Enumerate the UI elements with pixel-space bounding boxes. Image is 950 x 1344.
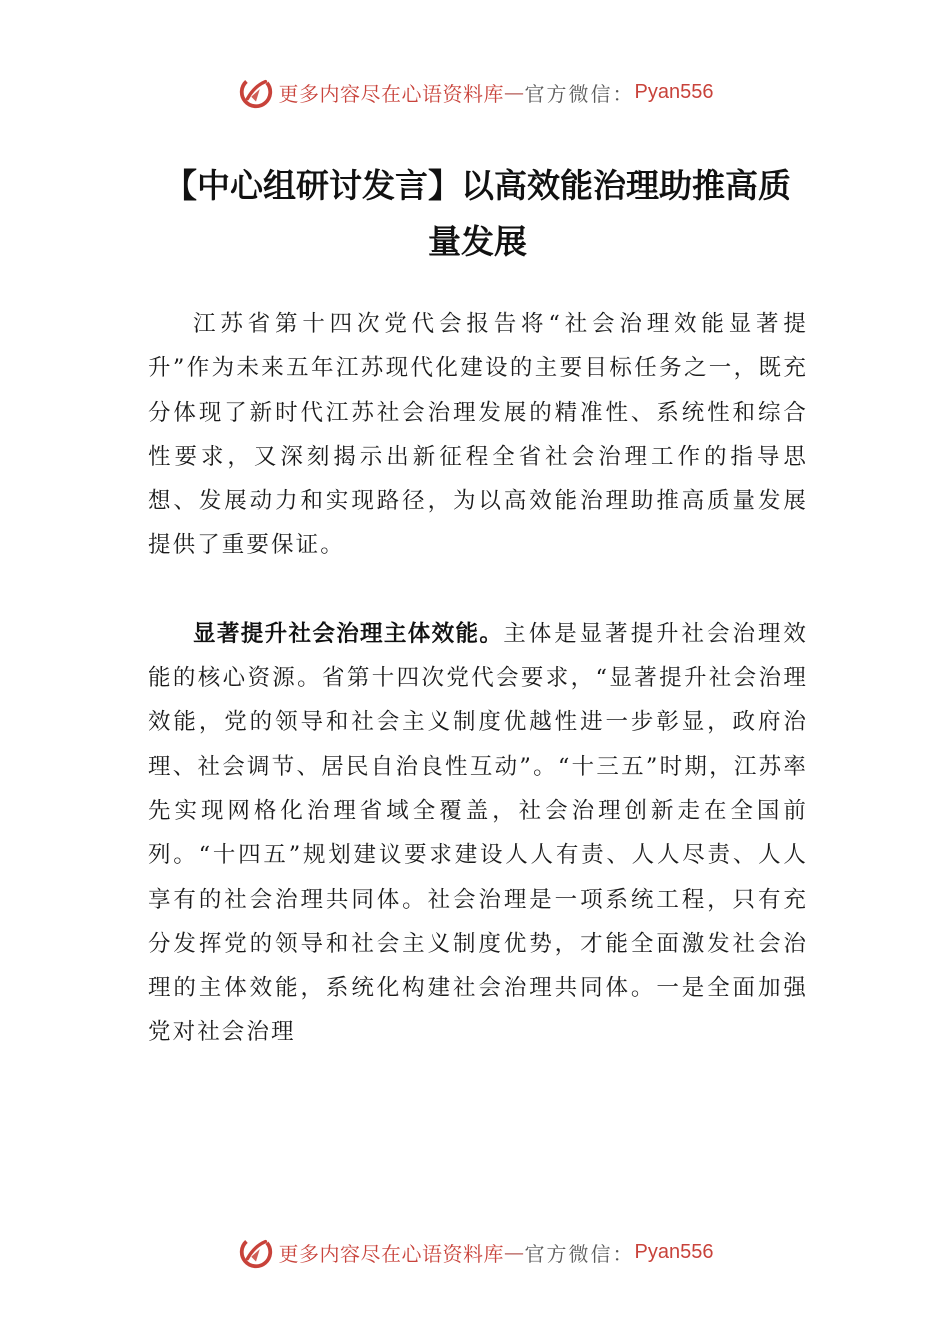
section-heading: 显著提升社会治理主体效能。 bbox=[193, 620, 504, 647]
banner-main-text: 更多内容尽在心语资料库 bbox=[278, 1241, 505, 1266]
paragraph-text: 江苏省第十四次党代会报告将“社会治理效能显著提升”作为未来五年江苏现代化建设的主要目标任务之一，既充分体现了新时代江苏社会治理发展的精准性、系统性和综合性要求，又深刻揭示出新征程全省社会治理工作的指导思想、发展动力和实现路径，为以高效能治理助推高质量发展提供了重要保证。 bbox=[148, 311, 808, 559]
banner-separator: — bbox=[504, 80, 525, 104]
paragraph-text: 主体是显著提升社会治理效能的核心资源。省第十四次党代会要求，“显著提升社会治理效能，党的领导和社会主义制度优越性进一步彰显，政府治理、社会调节、居民自治良性互动”。“十三五”时期，江苏率先实现网格化治理省域全覆盖，社会治理创新走在全国前列。“十四五”规划建议要求建设人人有责、人人尽责、人人享有的社会治理共同体。社会治理是一项系统工程，只有充分发挥党的领导和社会主义制度优势，才能全面激发社会治理的主体效能，系统化构建社会治理共同体。一是全面加强党对社会治理 bbox=[148, 620, 808, 1046]
footer-banner bbox=[0, 1230, 950, 1274]
body-paragraph-1 bbox=[148, 302, 808, 568]
document-body bbox=[148, 302, 808, 1055]
banner-wechat-label: 官方微信： bbox=[524, 1241, 635, 1266]
banner-main-text: 更多内容尽在心语资料库 bbox=[278, 81, 505, 106]
brush-stroke-logo-icon bbox=[237, 1233, 275, 1271]
banner-wechat-id: Pyan556 bbox=[634, 1240, 714, 1263]
header-banner bbox=[0, 70, 950, 114]
document-title: 【中心组研讨发言】以高效能治理助推高质量发展 bbox=[164, 166, 791, 261]
banner-wechat-label: 官方微信： bbox=[524, 81, 635, 106]
brush-stroke-logo-icon bbox=[237, 73, 275, 111]
body-paragraph-2 bbox=[148, 612, 808, 1055]
banner-wechat-id: Pyan556 bbox=[634, 80, 714, 103]
banner-separator: — bbox=[504, 1240, 525, 1264]
